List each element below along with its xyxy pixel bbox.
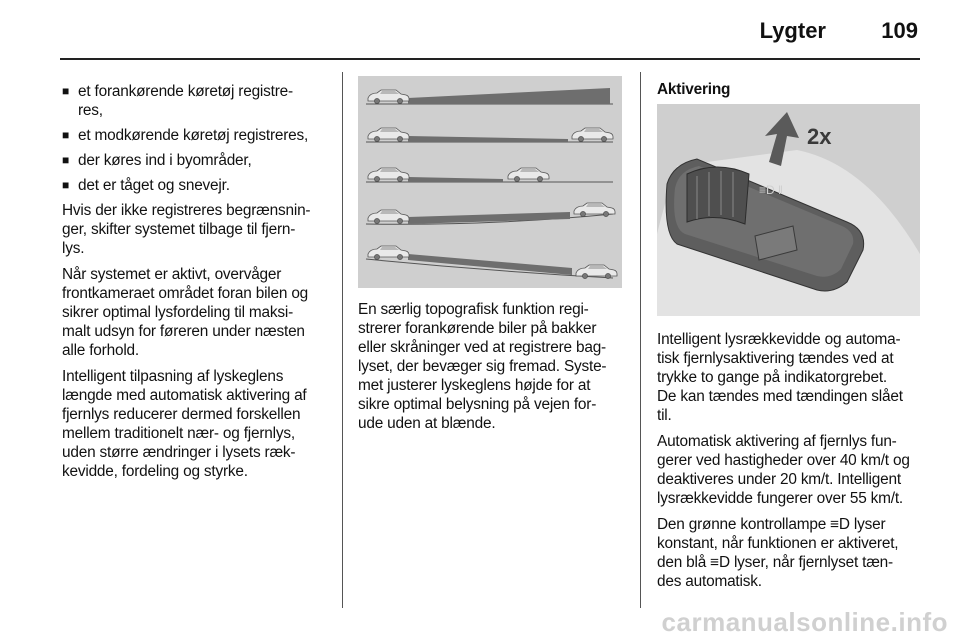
column-left: [62, 82, 332, 488]
page-number: 109: [881, 18, 918, 43]
paragraph: Hvis der ikke registreres begrænsnin- ger, skifter systemet tilbage til fjern- lys.: [62, 202, 311, 257]
column-middle: [358, 300, 630, 440]
list-item: ■ det er tåget og snevejr.: [62, 177, 230, 194]
column-divider: [342, 72, 343, 608]
column-right-text: [657, 330, 923, 598]
column-divider: [640, 72, 641, 608]
section-heading: Aktivering: [657, 81, 731, 98]
paragraph: Når systemet er aktivt, overvåger frontkameraet området foran bilen og sikrer optimal lysfordeling til maksi- malt udsyn for føreren under næsten alle forhold.: [62, 266, 309, 359]
stalk-figure: [657, 104, 920, 316]
list-item: ■ der køres ind i byområder,: [62, 152, 252, 169]
paragraph: Intelligent lysrækkevidde og automa- tisk fjernlysaktivering tændes ved at trykke to gange på indikatorgrebet. De kan tændes med tændingen slået til.: [657, 331, 903, 424]
paragraph: Den grønne kontrollampe ≡D lyser konstant, når funktionen er aktiveret, den blå ≡D lyser, når fjernlyset tæn- des automatisk.: [657, 516, 899, 590]
paragraph: Automatisk aktivering af fjernlys fun- gerer ved hastigheder over 40 km/t og deaktiveres under 20 km/t. Intelligent lysrækkevidde fungerer over 55 km/t.: [657, 433, 910, 507]
page-header: [60, 0, 920, 60]
page-title: Lygter: [759, 18, 826, 43]
svg-text:≡D ‖: ≡D ‖: [759, 183, 783, 197]
watermark: carmanualsonline.info: [661, 607, 948, 637]
column-right: [657, 80, 922, 106]
list-item: ■ et modkørende køretøj registreres,: [62, 127, 309, 144]
paragraph: En særlig topografisk funktion regi- strerer forankørende biler på bakker eller skråninger ved at registrere bag- lyset, der bevæger sig fremad. Syste- met justerer lyskeglens højde for at sikre optimal belysning på vejen for- ude uden at blænde.: [358, 301, 607, 432]
paragraph: Intelligent tilpasning af lyskeglens længde med automatisk aktivering af fjernlys reducerer dermed forskellen mellem traditionelt nær- og fjernlys, uden større ændringer i lysets ræk- kevidde, fordeling og styrke.: [62, 368, 307, 480]
press-twice-label: 2x: [807, 124, 832, 149]
list-item: ■ et forankørende køretøj registre- res,: [62, 83, 293, 119]
beam-range-figure: [358, 76, 622, 288]
